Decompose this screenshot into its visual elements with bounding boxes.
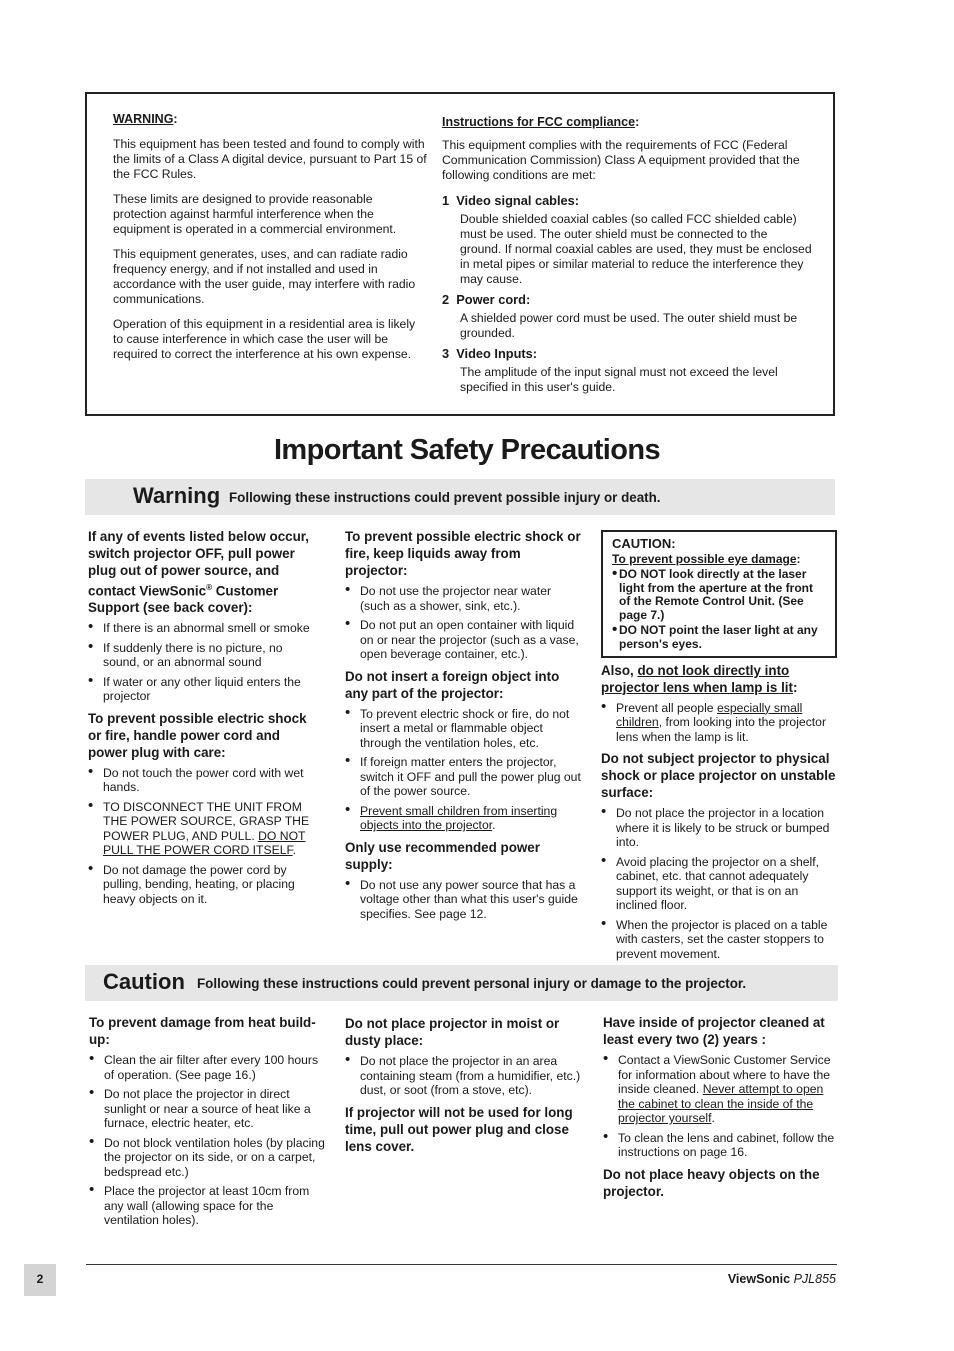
bullet-list xyxy=(601,806,837,961)
warning-column-1 xyxy=(88,528,316,911)
warning-para: These limits are designed to provide reasonable protection against harmful interference when the equipment is operated in a commercial environment. xyxy=(113,192,397,236)
caution-column-1 xyxy=(89,1014,327,1233)
fcc-right-column xyxy=(442,114,812,395)
page-number: 2 xyxy=(24,1264,56,1296)
section-heading: To prevent damage from heat build-up: xyxy=(89,1015,316,1047)
section-heading: To prevent possible electric shock or fire, handle power cord and power plug with care: xyxy=(88,710,307,760)
section-heading: Do not insert a foreign object into any part of the projector: xyxy=(345,668,560,701)
list-item: • DO NOT point the laser light at any person's eyes. xyxy=(612,624,826,651)
bullet-list xyxy=(89,1053,327,1228)
section-heading: Have inside of projector cleaned at least every two (2) years : xyxy=(603,1015,825,1047)
caution-column-2 xyxy=(345,1015,581,1155)
list-item: • Do not place the projector in a location where it is likely to be struck or bumped into. xyxy=(601,806,837,850)
list-item: • Prevent small children from inserting objects into the projector. xyxy=(345,804,581,833)
warning-column-3 xyxy=(601,530,837,966)
section-heading: Do not place projector in moist or dusty place: xyxy=(345,1016,560,1048)
list-item: • Do not block ventilation holes (by placing the projector on its side, or on a carpet, bedspread etc.) xyxy=(89,1136,327,1180)
section-heading: To prevent possible electric shock or fire, keep liquids away from projector: xyxy=(345,529,581,578)
warning-band xyxy=(85,479,835,515)
list-item: • To prevent electric shock or fire, do not insert a metal or flammable object through the ventilation holes, etc. xyxy=(345,707,581,751)
list-item: • If there is an abnormal smell or smoke xyxy=(88,621,316,636)
warning-band-subtitle: Following these instructions could prevent possible injury or death. xyxy=(229,490,661,505)
list-item: • Do not touch the power cord with wet hands. xyxy=(88,766,316,795)
fcc-intro: This equipment complies with the requirements of FCC (Federal Communication Commission) Class A equipment provided that the following conditions are met: xyxy=(442,138,800,182)
caution-list xyxy=(612,568,826,652)
list-item: • Do not place the projector in an area containing steam (from a humidifier, etc.) dust, or soot (from a stove, etc). xyxy=(345,1054,581,1098)
list-item: • Do not use the projector near water (such as a shower, sink, etc.). xyxy=(345,584,581,613)
caution-box-title: CAUTION: xyxy=(612,536,676,551)
list-item: • To clean the lens and cabinet, follow the instructions on page 16. xyxy=(603,1131,837,1160)
bullet-list xyxy=(601,701,837,745)
caution-band-subtitle: Following these instructions could prevent personal injury or damage to the projector. xyxy=(197,976,747,991)
caution-box-subtitle: To prevent possible eye damage: xyxy=(612,552,801,566)
bullet-list xyxy=(603,1053,837,1160)
footer-rule xyxy=(86,1264,837,1265)
bullet-list xyxy=(88,621,316,704)
bullet-list xyxy=(345,878,581,922)
warning-para: This equipment generates, uses, and can radiate radio frequency energy, and if not installed and used in accordance with the user guide, may interfere with radio communications. xyxy=(113,247,416,306)
list-item: • Do not damage the power cord by pulling, bending, heating, or placing heavy objects on it. xyxy=(88,863,316,907)
list-item: • Clean the air filter after every 100 hours of operation. (See page 16.) xyxy=(89,1053,327,1082)
list-item: • Do not use any power source that has a voltage other than what this user's guide specifies. See page 12. xyxy=(345,878,581,922)
list-item: • Prevent all people especially small children, from looking into the projector lens when the lamp is lit. xyxy=(601,701,837,745)
list-item: • Place the projector at least 10cm from any wall (allowing space for the ventilation holes). xyxy=(89,1184,327,1228)
list-item: • If water or any other liquid enters the projector xyxy=(88,675,316,704)
warning-heading: WARNING: xyxy=(113,112,178,126)
bullet-list xyxy=(345,584,581,662)
section-heading: Do not subject projector to physical shock or place projector on unstable surface: xyxy=(601,751,836,801)
section-heading: If projector will not be used for long time, pull out power plug and close lens cover. xyxy=(345,1104,573,1154)
list-item: • TO DISCONNECT THE UNIT FROM THE POWER SOURCE, GRASP THE POWER PLUG, AND PULL. DO NOT PULL THE POWER CORD ITSELF. xyxy=(88,800,316,858)
warning-column-2 xyxy=(345,528,581,926)
list-item: • Do not put an open container with liquid on or near the projector (such as a vase, open beverage container, etc.). xyxy=(345,618,581,662)
warning-left-column xyxy=(113,111,428,372)
list-item: • DO NOT look directly at the laser light from the aperture at the front of the Remote Control Unit. (See page 7.) xyxy=(612,568,826,622)
footer-brand: ViewSonic PJL855 xyxy=(727,1272,836,1286)
warning-para: Operation of this equipment in a residential area is likely to cause interference in which case the user will be required to correct the interference at his own expense. xyxy=(113,317,416,361)
list-item: • If suddenly there is no picture, no sound, or an abnormal sound xyxy=(88,641,316,670)
fcc-item: 1 Video signal cables: Double shielded coaxial cables (so called FCC shielded cable) must be used. The outer shield must be connected to the ground. If normal coaxial cables are used, they must be enclosed in metal pipes or similar material to reduce the interference they may cause. xyxy=(442,193,812,286)
section-heading: Also, do not look directly into projector lens when lamp is lit: xyxy=(601,662,798,695)
caution-column-3 xyxy=(603,1014,837,1200)
section-heading: Do not place heavy objects on the projector. xyxy=(603,1166,820,1199)
warning-para: This equipment has been tested and found to comply with the limits of a Class A digital device, pursuant to Part 15 of the FCC Rules. xyxy=(113,137,427,181)
eye-caution-box xyxy=(601,530,837,658)
bullet-list xyxy=(345,707,581,833)
caution-band xyxy=(85,965,838,1001)
caution-band-title: Caution xyxy=(103,969,185,994)
page-title: Important Safety Precautions xyxy=(273,434,661,466)
fcc-item: 3 Video Inputs: The amplitude of the input signal must not exceed the level specified in this user's guide. xyxy=(442,346,778,394)
fcc-heading: Instructions for FCC compliance: xyxy=(442,115,640,129)
warning-band-title: Warning xyxy=(133,483,221,508)
list-item: • Contact a ViewSonic Customer Service for information about where to have the inside cleaned. Never attempt to open the cabinet to clean the inside of the projector yourself. xyxy=(603,1053,837,1126)
section-heading: If any of events listed below occur, switch projector OFF, pull power plug out of power source, and contact ViewSonic® Customer Support (see back cover): xyxy=(88,529,310,616)
list-item: • Do not place the projector in direct sunlight or near a source of heat like a furnace, electric heater, etc. xyxy=(89,1087,327,1131)
section-heading: Only use recommended power supply: xyxy=(345,839,540,872)
bullet-list xyxy=(88,766,316,907)
bullet-list xyxy=(345,1054,581,1098)
list-item: • When the projector is placed on a table with casters, set the caster stoppers to prevent movement. xyxy=(601,918,837,962)
list-item: • Avoid placing the projector on a shelf, cabinet, etc. that cannot adequately support its weight, or that is on an inclined floor. xyxy=(601,855,837,913)
list-item: • If foreign matter enters the projector, switch it OFF and pull the power plug out of the power source. xyxy=(345,755,581,799)
fcc-item: 2 Power cord: A shielded power cord must be used. The outer shield must be grounded. xyxy=(442,292,798,340)
